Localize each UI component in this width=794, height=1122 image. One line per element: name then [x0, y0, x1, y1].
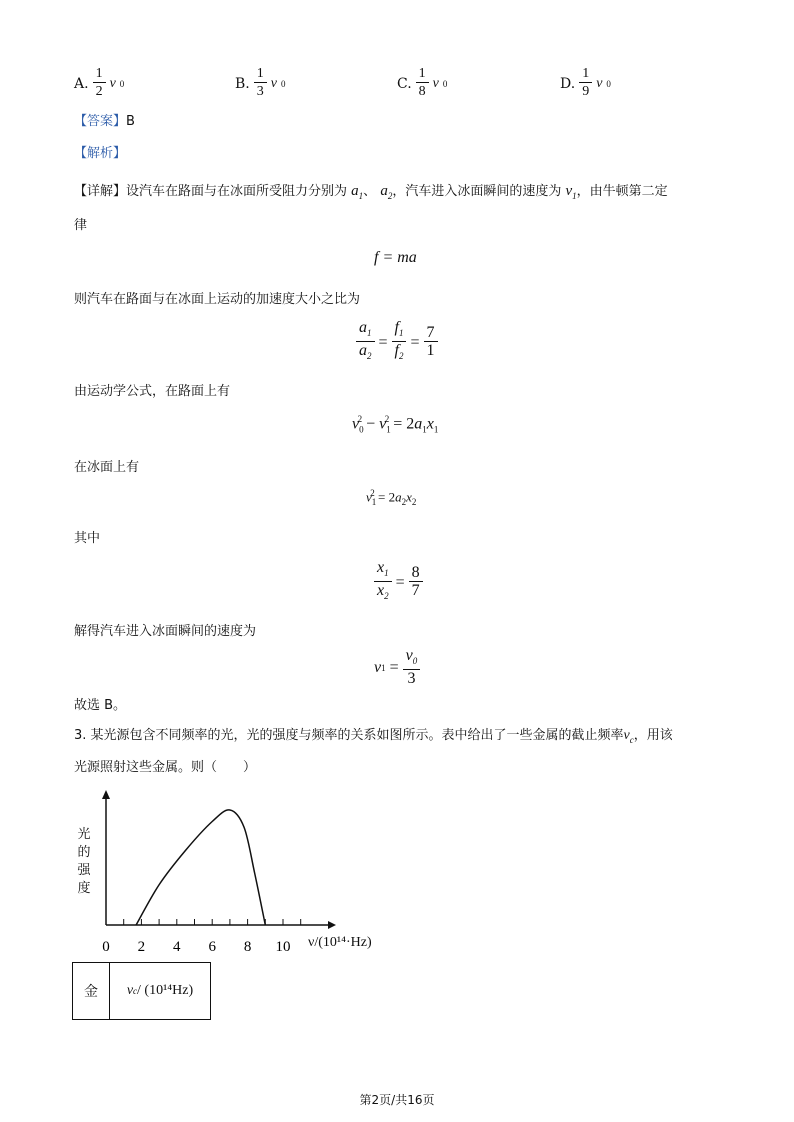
text-ratio: 则汽车在路面与在冰面上运动的加速度大小之比为: [74, 292, 361, 307]
conclusion: 故选 B。: [74, 698, 127, 713]
x-tick-label: 0: [102, 939, 110, 955]
text-solve: 解得汽车进入冰面瞬间的速度为: [74, 624, 257, 639]
equation-x-ratio: $\frac{x_1}{x_2}$ = $\frac{8}{7}$: [374, 560, 423, 605]
x-axis-arrow: [328, 921, 336, 929]
intensity-frequency-chart: [70, 785, 400, 960]
q3-line-1: 3. 某光源包含不同频率的光，光的强度与频率的关系如图所示。表中给出了一些金属的截止频率$\nu_c$，用该: [74, 728, 673, 745]
chart-xlabel: ν/(10¹⁴·Hz): [308, 935, 372, 950]
x-tick-label: 8: [243, 939, 252, 955]
table-header-cutoff: ν c / (10¹⁴Hz): [126, 983, 194, 998]
y-axis-arrow: [102, 790, 110, 799]
page-footer: 第2页/共16页: [359, 1093, 435, 1107]
x-tick-label: 2: [137, 939, 146, 955]
equation-ratio: $\frac{a_1}{a_2}$ = $\frac{f_1}{f_2}$ = $\frac{7}{1}$: [356, 320, 438, 365]
detail-tag: 【详解】: [74, 184, 127, 199]
intensity-curve: [136, 810, 265, 925]
x-tick-label: 10: [275, 939, 291, 955]
equation-road: $v_0^2 - v_1^2 = 2a_1x_1$: [352, 414, 439, 435]
option-a: A. $\frac{1}{2}$ v 0: [74, 66, 125, 99]
chart-ylabel: 光的强度: [77, 827, 91, 896]
q3-line-2: 光源照射这些金属。则（ ）: [74, 760, 257, 775]
answer-tag: 【答案】: [74, 114, 127, 129]
text-road: 由运动学公式，在路面上有: [74, 384, 231, 399]
detail-line-2: 律: [74, 218, 88, 233]
table-header-metal: 金: [73, 963, 110, 1019]
text-ice: 在冰面上有: [74, 460, 140, 475]
option-d: D. $\frac{1}{9}$ v 0: [560, 66, 611, 99]
option-b: B. $\frac{1}{3}$ v 0: [235, 66, 286, 99]
detail-line-1: 【详解】设汽车在路面与在冰面所受阻力分别为 $a_1$、 $a_2$，汽车进入冰面瞬间的速度为 $v_1$，由牛顿第二定: [74, 183, 668, 201]
equation-v1: v 1 = $\frac{v_0}{3}$: [374, 648, 420, 688]
equation-newton: f = ma: [374, 249, 417, 266]
equation-ice: $v_1^2 = 2a_2x_2$: [366, 488, 417, 507]
answer-line: [74, 110, 135, 129]
answer-value: B: [126, 114, 135, 129]
option-c: C. $\frac{1}{8}$ v 0: [397, 66, 448, 99]
x-tick-label: 4: [173, 939, 181, 955]
text-where: 其中: [74, 531, 101, 546]
x-tick-label: 6: [208, 939, 216, 955]
analysis-tag: 【解析】: [74, 146, 127, 161]
cutoff-table: [72, 962, 211, 1020]
